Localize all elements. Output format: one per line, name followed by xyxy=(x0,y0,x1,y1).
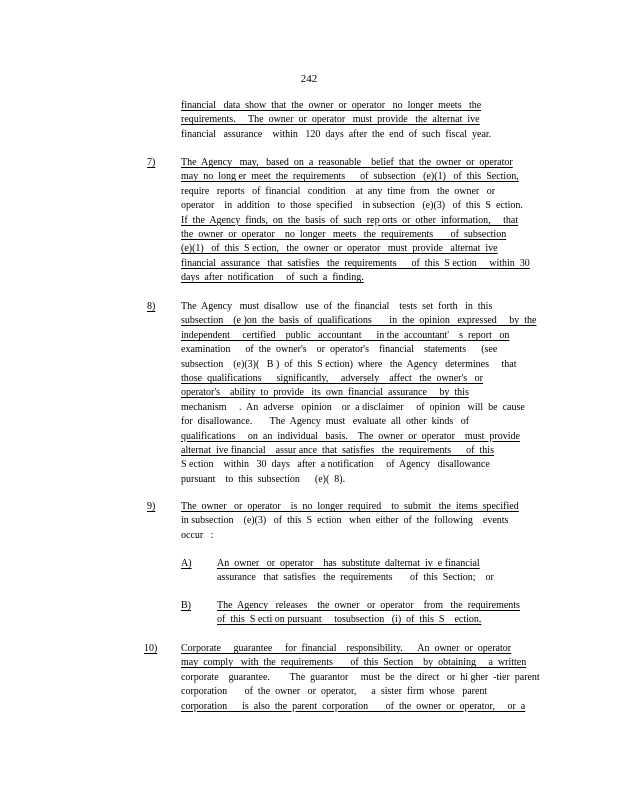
text-line: the owner or operator no longer meets the requirements of subsection xyxy=(181,229,507,240)
text-line: The Agency may, based on a reasonable belief that the owner or operator xyxy=(181,157,513,168)
text-line: examination of the owner's or operator's financial statements (see xyxy=(181,344,498,356)
text-line: may no long er meet the requirements of subsection (e)(1) of this Section, xyxy=(181,171,519,183)
text-line: S ection within 30 days after a notification of Agency disallowance xyxy=(181,459,490,471)
text-line: those qualifications significantly, adversely affect the owner's or xyxy=(181,373,483,384)
text-line: subsection (e)(3)( B ) of this S ection) where the Agency determines that xyxy=(181,358,517,370)
text-line: days after notification of such a finding. xyxy=(181,272,364,284)
text-line: financial assurance that satisfies the requirements of this S ection within 30 xyxy=(181,257,530,269)
text-line: requirements. The owner or operator must provide the alternat ive xyxy=(181,114,480,126)
item-number: B) xyxy=(181,600,191,611)
text-line: assurance that satisfies the requirements of this Section; or xyxy=(217,572,494,584)
item-number: 7) xyxy=(147,157,156,168)
page-number: 242 xyxy=(300,73,318,85)
text-line: corporation of the owner or operator, a sister firm whose parent xyxy=(181,686,488,698)
item-number: 8) xyxy=(147,301,156,312)
text-line: of this S ecti on pursuant tosubsection (i) of this S ection. xyxy=(217,614,482,626)
item-number: 9) xyxy=(147,501,156,512)
text-line: in subsection (e)(3) of this S ection when either of the following events xyxy=(181,515,509,527)
text-line: corporate guarantee. The guarantor must be the direct or hi gher -tier parent xyxy=(181,671,540,683)
text-line: The Agency releases the owner or operator from the requirements xyxy=(217,600,520,611)
text-line: subsection (e )on the basis of qualifications in the opinion expressed by the xyxy=(181,315,537,327)
text-line: require reports of financial condition at any time from the owner or xyxy=(181,185,496,197)
text-line: independent certified public accountant in the accountant' s report on xyxy=(181,329,510,341)
text-line: operator's ability to provide its own financial assurance by this xyxy=(181,387,469,399)
text-line: The owner or operator is no longer required to submit the items specified xyxy=(181,501,519,512)
item-number: A) xyxy=(181,558,192,569)
text-line: pursuant to this subsection (e)( 8). xyxy=(181,473,346,485)
text-line: corporation is also the parent corporation of the owner or operator, or a xyxy=(181,700,526,712)
text-line: financial data show that the owner or operator no longer meets the xyxy=(181,100,482,111)
text-line: The Agency must disallow use of the financial tests set forth in this xyxy=(181,301,493,312)
text-line: Corporate guarantee for financial responsibility. An owner or operator xyxy=(181,643,512,654)
text-line: alternat ive financial assur ance that satisfies the requirements of this xyxy=(181,445,494,456)
text-line: may comply with the requirements of this Section by obtaining a written xyxy=(181,657,527,669)
text-line: qualifications on an individual basis. The owner or operator must provide xyxy=(181,430,520,442)
item-number: 10) xyxy=(144,643,158,654)
text-line: mechanism . An adverse opinion or a disclaimer of opinion will be cause xyxy=(181,401,525,413)
text-line: If the Agency finds, on the basis of such rep orts or other information, that xyxy=(181,214,519,226)
text-line: for disallowance. The Agency must evaluate all other kinds of xyxy=(181,416,470,428)
text-line: financial assurance within 120 days after the end of such fiscal year. xyxy=(181,128,492,140)
text-line: operator in addition to those specified in subsection (e)(3) of this S ection. xyxy=(181,200,523,212)
text-line: occur : xyxy=(181,529,214,541)
text-line: An owner or operator has substitute dalternat iv e financial xyxy=(217,558,480,569)
text-line: (e)(1) of this S ection, the owner or operator must provide alternat ive xyxy=(181,243,498,255)
